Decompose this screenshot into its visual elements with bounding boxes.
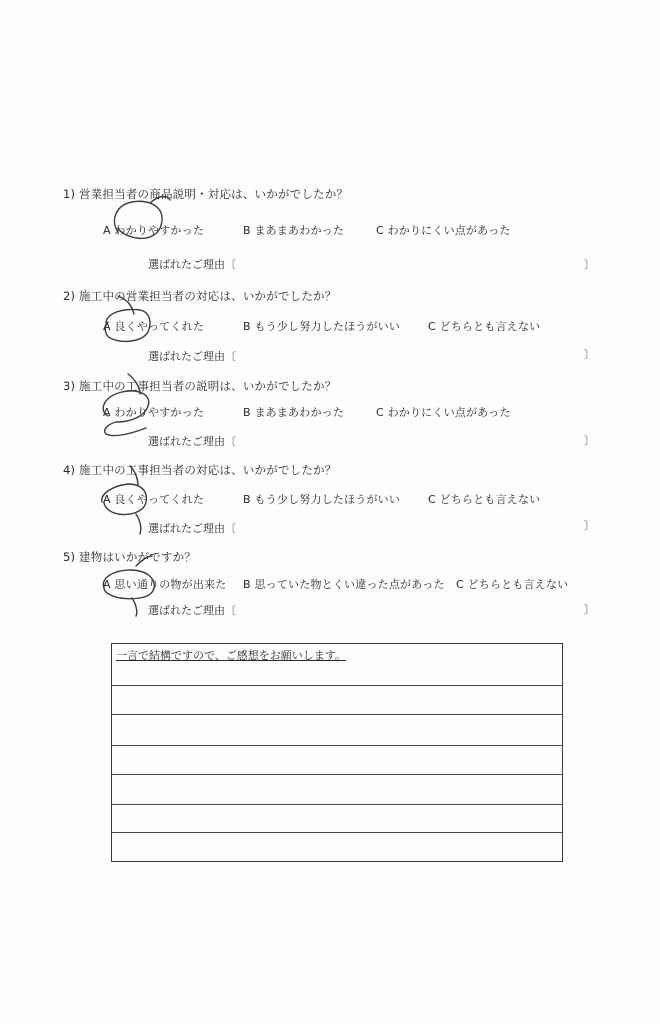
comment-line: [112, 832, 562, 833]
question-5-reason-label: 選ばれたご理由〔: [148, 604, 236, 617]
comment-line: [112, 714, 562, 715]
question-4-reason-close: 〕: [584, 519, 595, 532]
question-4-reason-label: 選ばれたご理由〔: [148, 522, 236, 535]
comment-line: [112, 685, 562, 686]
comment-box-title: 一言で結構ですので、ご感想をお願いします。: [116, 649, 346, 662]
question-1-option-c: C わかりにくい点があった: [376, 224, 511, 237]
comment-line: [112, 804, 562, 805]
question-1-option-b: B まあまあわかった: [243, 224, 345, 237]
question-3-option-a: A わかりやすかった: [103, 406, 205, 419]
question-2-option-c: C どちらとも言えない: [428, 320, 541, 333]
question-5-text: 5) 建物はいかがですか？: [63, 550, 197, 564]
question-5-reason-close: 〕: [584, 603, 595, 616]
question-5-option-c: C どちらとも言えない: [456, 578, 569, 591]
question-2-text: 2) 施工中の営業担当者の対応は、いかがでしたか？: [63, 289, 337, 303]
comment-box[interactable]: [111, 643, 563, 862]
question-2-reason-close: 〕: [584, 348, 595, 361]
question-5-option-a: A 思い通りの物が出来た: [103, 578, 227, 591]
question-2-option-b: B もう少し努力したほうがいい: [243, 320, 401, 333]
question-1-text: 1) 営業担当者の商品説明・対応は、いかがでしたか？: [63, 187, 349, 201]
question-2-reason-label: 選ばれたご理由〔: [148, 350, 236, 363]
question-3-reason-close: 〕: [584, 434, 595, 447]
question-1-option-a: A わかりやすかった: [103, 224, 205, 237]
question-2-option-a: A 良くやってくれた: [103, 320, 205, 333]
comment-line: [112, 745, 562, 746]
question-4-text: 4) 施工中の工事担当者の対応は、いかがでしたか？: [63, 463, 337, 477]
question-4-option-c: C どちらとも言えない: [428, 493, 541, 506]
question-3-reason-label: 選ばれたご理由〔: [148, 435, 236, 448]
question-3-option-c: C わかりにくい点があった: [376, 406, 511, 419]
question-1-reason-label: 選ばれたご理由〔: [148, 258, 236, 271]
question-4-option-a: A 良くやってくれた: [103, 493, 205, 506]
question-1-reason-close: 〕: [584, 258, 595, 271]
comment-line: [112, 774, 562, 775]
question-3-text: 3) 施工中の工事担当者の説明は、いかがでしたか？: [63, 379, 337, 393]
question-3-option-b: B まあまあわかった: [243, 406, 345, 419]
question-4-option-b: B もう少し努力したほうがいい: [243, 493, 401, 506]
question-5-option-b: B 思っていた物とくい違った点があった: [243, 578, 445, 591]
